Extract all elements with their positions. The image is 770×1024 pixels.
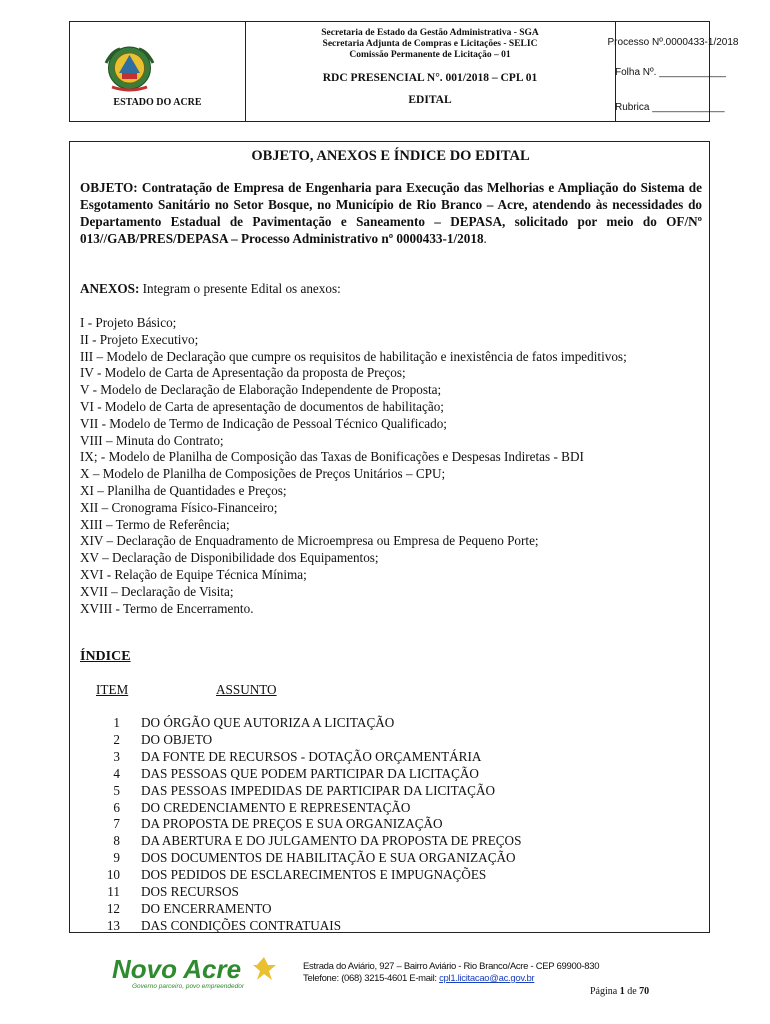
indice-item-subject: DAS CONDIÇÕES CONTRATUAIS: [141, 917, 342, 933]
indice-row: [90, 783, 521, 800]
contact-line: [303, 973, 599, 985]
item-column-header: ITEM: [96, 682, 129, 697]
anexo-item: III – Modelo de Declaração que cumpre os requisitos de habilitação e inexistência de fatos impeditivos;: [80, 348, 627, 364]
page-total: 70: [639, 986, 650, 997]
section-title: OBJETO, ANEXOS E ÍNDICE DO EDITAL: [251, 148, 530, 164]
anexo-item: XIII – Termo de Referência;: [80, 516, 230, 532]
document-header: [69, 21, 739, 122]
indice-item-subject: DA FONTE DE RECURSOS - DOTAÇÃO ORÇAMENTÁRIA: [141, 748, 482, 764]
indice-row: [90, 715, 521, 732]
indice-item-number: 4: [113, 765, 120, 781]
anexos-list: [80, 315, 704, 617]
anexo-item: VI - Modelo de Carta de apresentação de documentos de habilitação;: [80, 398, 444, 414]
page-current: 1: [619, 986, 625, 997]
indice-row: [90, 732, 521, 749]
indice-row: [90, 884, 521, 901]
indice-row: [90, 766, 521, 783]
indice-title: ÍNDICE: [80, 649, 131, 664]
logo-tagline: Governo parceiro, povo empreendedor: [132, 983, 245, 990]
anexo-item: XVIII - Termo de Encerramento.: [80, 600, 254, 616]
indice-list: [90, 715, 521, 935]
indice-item-number: 6: [113, 799, 120, 815]
rdc-number: RDC PRESENCIAL N°. 001/2018 – CPL 01: [322, 72, 538, 84]
indice-item-subject: DA ABERTURA E DO JULGAMENTO DA PROPOSTA DE PREÇOS: [141, 833, 522, 849]
novo-acre-logo: [110, 953, 280, 991]
header-process-cell: [607, 22, 739, 121]
indice-row: [90, 749, 521, 766]
objeto-text: OBJETO: Contratação de Empresa de Engenharia para Execução das Melhorias e Ampliação do Sistema de Esgotamento Sanitário no Setor Bosque, no Município de Rio Branco – Acre, atendendo às necessidades do Departamento Estadual de Pavimentação e Saneamento – DEPASA, solicitado por meio do OF/Nº 013//GAB/PRES/DEPASA – Processo Administrativo nº 0000433-1/2018: [80, 180, 702, 246]
main-content-box: [69, 141, 710, 933]
assunto-column-header: ASSUNTO: [216, 682, 277, 697]
objeto-paragraph: [80, 179, 702, 247]
process-number: Processo Nº.0000433-1/2018: [607, 37, 739, 48]
indice-item-subject: DOS DOCUMENTOS DE HABILITAÇÃO E SUA ORGANIZAÇÃO: [141, 850, 516, 866]
indice-item-number: 9: [113, 850, 120, 866]
anexo-item: II - Projeto Executivo;: [80, 331, 199, 347]
phone-label: Telefone: (068) 3215-4601 E-mail:: [303, 973, 437, 984]
indice-row: [90, 918, 521, 935]
agency-line: Secretaria Adjunta de Compras e Licitações - SELIC: [322, 39, 538, 49]
anexo-item: IV - Modelo de Carta de Apresentação da proposta de Preços;: [80, 365, 406, 381]
indice-item-number: 12: [106, 900, 120, 916]
header-state-cell: [70, 22, 246, 121]
indice-item-number: 10: [106, 867, 120, 883]
edital-label: EDITAL: [408, 94, 452, 106]
indice-item-number: 8: [113, 833, 120, 849]
anexo-item: VIII – Minuta do Contrato;: [80, 432, 224, 448]
anexos-intro-text: Integram o presente Edital os anexos:: [139, 281, 341, 296]
indice-item-subject: DO ENCERRAMENTO: [141, 900, 272, 916]
page-label: Página: [590, 986, 618, 997]
anexo-item: XIV – Declaração de Enquadramento de Microempresa ou Empresa de Pequeno Porte;: [80, 533, 539, 549]
indice-row: [90, 867, 521, 884]
page-number: [590, 986, 649, 997]
anexo-item: XVI - Relação de Equipe Técnica Mínima;: [80, 566, 307, 582]
indice-item-number: 2: [113, 731, 120, 747]
indice-item-subject: DAS PESSOAS IMPEDIDAS DE PARTICIPAR DA LICITAÇÃO: [141, 782, 496, 798]
indice-item-subject: DOS PEDIDOS DE ESCLARECIMENTOS E IMPUGNAÇÕES: [141, 867, 487, 883]
indice-item-number: 11: [107, 884, 120, 900]
objeto-period: .: [483, 231, 487, 246]
agency-line: Comissão Permanente de Licitação – 01: [349, 50, 511, 60]
logo-text: Novo Acre: [112, 954, 242, 984]
anexo-item: XV – Declaração de Disponibilidade dos Equipamentos;: [80, 550, 379, 566]
folha-field: Folha Nº. ____________: [615, 67, 726, 78]
anexo-item: I - Projeto Básico;: [80, 315, 177, 330]
header-title-cell: [245, 22, 616, 121]
indice-row: [90, 850, 521, 867]
indice-item-subject: DA PROPOSTA DE PREÇOS E SUA ORGANIZAÇÃO: [141, 816, 443, 832]
agency-lines: [245, 28, 615, 61]
indice-row: [90, 901, 521, 918]
page-of: de: [627, 986, 637, 997]
anexo-item: VII - Modelo de Termo de Indicação de Pessoal Técnico Qualificado;: [80, 415, 447, 431]
agency-line: Secretaria de Estado da Gestão Administrativa - SGA: [321, 28, 539, 38]
indice-row: [90, 800, 521, 817]
anexo-item: XII – Cronograma Físico-Financeiro;: [80, 499, 278, 515]
anexos-intro: [80, 281, 341, 297]
state-coat-of-arms-icon: [102, 43, 157, 93]
indice-item-number: 7: [113, 816, 120, 832]
email-link[interactable]: cpl1.licitacao@ac.gov.br: [439, 973, 535, 984]
anexo-item: XVII – Declaração de Visita;: [80, 583, 234, 599]
rubrica-field: Rubrica _____________: [615, 102, 725, 113]
anexo-item: V - Modelo de Declaração de Elaboração Independente de Proposta;: [80, 382, 442, 398]
indice-item-subject: DO ÓRGÃO QUE AUTORIZA A LICITAÇÃO: [141, 715, 395, 730]
address-line: Estrada do Aviário, 927 – Bairro Aviário - Rio Branco/Acre - CEP 69900-830: [303, 961, 600, 972]
indice-item-number: 1: [113, 715, 120, 730]
indice-item-subject: DAS PESSOAS QUE PODEM PARTICIPAR DA LICITAÇÃO: [141, 765, 479, 781]
anexos-label: ANEXOS:: [80, 281, 140, 296]
indice-item-subject: DO CREDENCIAMENTO E REPRESENTAÇÃO: [141, 799, 411, 815]
anexo-item: IX; - Modelo de Planilha de Composição das Taxas de Bonificações e Despesas Indiretas - BDI: [80, 449, 584, 465]
indice-row: [90, 816, 521, 833]
indice-row: [90, 833, 521, 850]
footer-address: [303, 961, 599, 985]
indice-item-subject: DO OBJETO: [141, 731, 213, 747]
indice-item-number: 13: [106, 917, 120, 933]
indice-item-subject: DOS RECURSOS: [141, 884, 239, 900]
indice-item-number: 5: [113, 782, 120, 798]
anexo-item: X – Modelo de Planilha de Composições de Preços Unitários – CPU;: [80, 466, 446, 482]
indice-item-number: 3: [113, 748, 120, 764]
anexo-item: XI – Planilha de Quantidades e Preços;: [80, 482, 287, 498]
state-name: ESTADO DO ACRE: [113, 97, 202, 108]
